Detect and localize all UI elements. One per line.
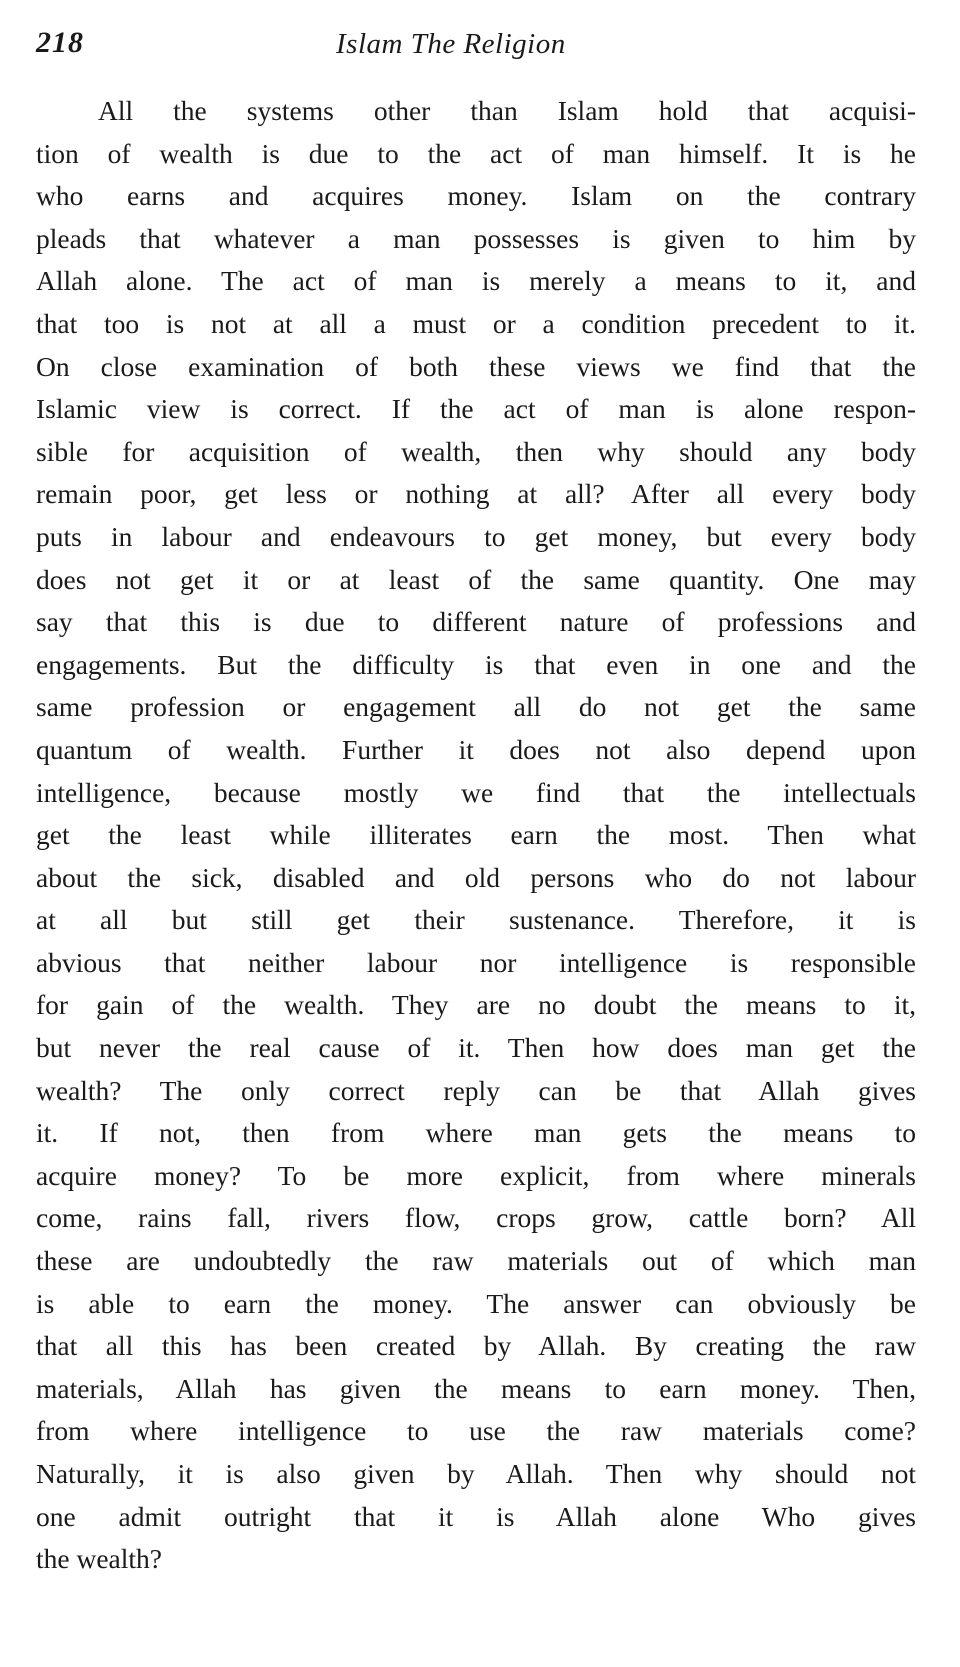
text-line: these are undoubtedly the raw materials out of which man	[36, 1245, 916, 1277]
text-line: at all but still get their sustenance. Therefore, it is	[36, 904, 916, 936]
text-line: Naturally, it is also given by Allah. Then why should not	[36, 1458, 916, 1489]
running-title: Islam The Religion	[336, 28, 566, 60]
text-line: pleads that whatever a man possesses is given to him by	[36, 222, 916, 254]
text-line: for gain of the wealth. They are no doubt the means to it,	[36, 989, 916, 1021]
text-line: that too is not at all a must or a condition precedent to it.	[36, 307, 916, 339]
page-number: 218	[36, 26, 84, 59]
text-line: same profession or engagement all do not get the same	[36, 691, 916, 723]
text-line: one admit outright that it is Allah alone Who gives	[36, 1500, 916, 1532]
text-line: acquire money? To be more explicit, from where minerals	[36, 1159, 916, 1191]
text-line: wealth? The only correct reply can be that Allah gives	[36, 1074, 916, 1106]
text-line: but never the real cause of it. Then how does man get the	[36, 1032, 916, 1064]
page-header	[36, 26, 916, 70]
text-line: come, rains fall, rivers flow, crops grow, cattle born? All	[36, 1202, 916, 1234]
text-line: is able to earn the money. The answer can obviously be	[36, 1287, 916, 1319]
text-line: tion of wealth is due to the act of man himself. It is he	[36, 137, 916, 169]
text-line: abvious that neither labour nor intelligence is responsible	[36, 946, 916, 978]
text-line: about the sick, disabled and old persons who do not labour	[36, 861, 916, 893]
text-line: intelligence, because mostly we find that the intellectuals	[36, 776, 916, 808]
text-line: Allah alone. The act of man is merely a means to it, and	[36, 265, 916, 297]
text-line: who earns and acquires money. Islam on the contrary	[36, 180, 916, 212]
text-line: materials, Allah has given the means to earn money. Then,	[36, 1372, 916, 1404]
text-line: does not get it or at least of the same quantity. One may	[36, 563, 916, 595]
text-line: puts in labour and endeavours to get money, but every body	[36, 520, 916, 552]
text-line: Islamic view is correct. If the act of man is alone respon-	[36, 393, 916, 425]
text-line: sible for acquisition of wealth, then why should any body	[36, 435, 916, 467]
body-paragraph	[36, 90, 916, 1581]
text-line: remain poor, get less or nothing at all? After all every body	[36, 478, 916, 510]
text-line: get the least while illiterates earn the most. Then what	[36, 819, 916, 851]
text-line: engagements. But the difficulty is that even in one and the	[36, 648, 916, 680]
text-line: quantum of wealth. Further it does not also depend upon	[36, 733, 916, 765]
text-line: the wealth?	[36, 1543, 162, 1575]
text-line: from where intelligence to use the raw materials come?	[36, 1415, 916, 1447]
text-line: it. If not, then from where man gets the means to	[36, 1117, 916, 1149]
text-line: On close examination of both these views we find that the	[36, 350, 916, 382]
text-line: say that this is due to different nature of professions and	[36, 606, 916, 638]
text-line: that all this has been created by Allah. By creating the raw	[36, 1330, 916, 1362]
text-line: All the systems other than Islam hold that acquisi-	[98, 95, 916, 126]
